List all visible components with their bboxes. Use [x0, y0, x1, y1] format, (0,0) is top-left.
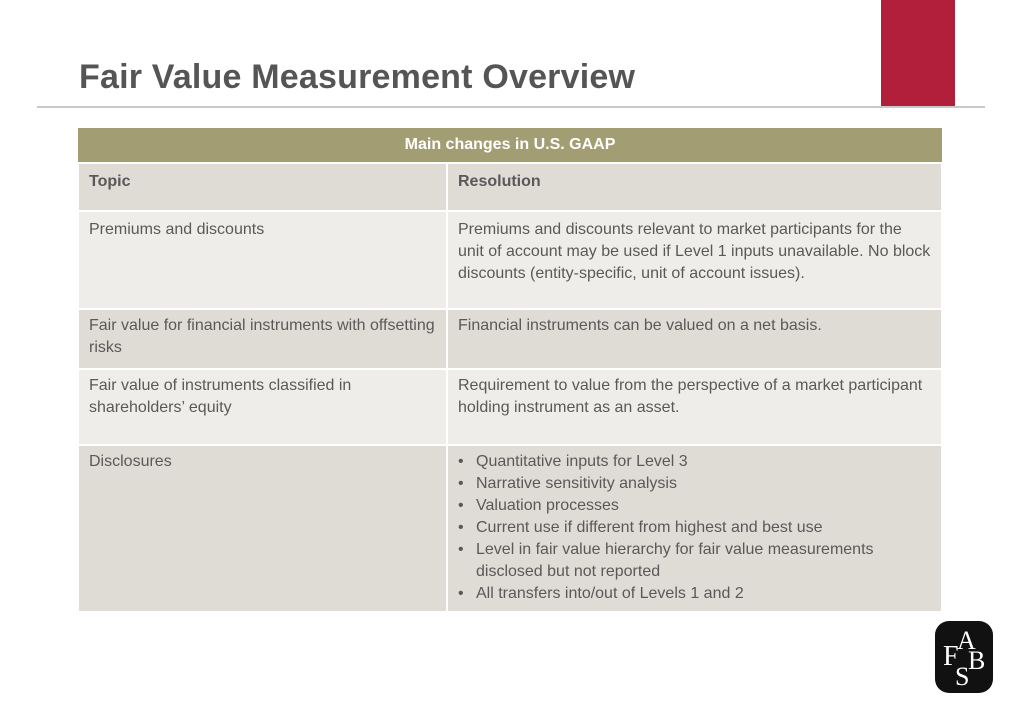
fasb-logo — [935, 621, 993, 693]
column-header-resolution: Resolution — [447, 163, 942, 211]
accent-bar — [881, 0, 955, 106]
table-row — [78, 369, 942, 445]
logo-letter-a: A — [957, 626, 976, 655]
resolution-cell — [447, 445, 942, 612]
resolution-cell: Premiums and discounts relevant to market participants for the unit of account may be used if Level 1 inputs unavailable. No block discounts (entity-specific, unit of account issues). — [447, 211, 942, 309]
gaap-changes-table — [77, 128, 943, 613]
list-item: • Quantitative inputs for Level 3 — [458, 451, 931, 473]
disclosure-list — [458, 451, 931, 605]
fasb-logo-mark — [935, 621, 993, 693]
table-row — [78, 211, 942, 309]
list-item: • Valuation processes — [458, 495, 931, 517]
logo-letter-b: B — [968, 646, 986, 675]
table-header-row — [78, 163, 942, 211]
topic-cell: Premiums and discounts — [78, 211, 447, 309]
topic-cell: Disclosures — [78, 445, 447, 612]
table-row — [78, 309, 942, 369]
page-title: Fair Value Measurement Overview — [79, 58, 636, 96]
title-divider — [37, 106, 985, 108]
table-caption: Main changes in U.S. GAAP — [78, 128, 942, 163]
resolution-cell: Financial instruments can be valued on a net basis. — [447, 309, 942, 369]
table-row — [78, 445, 942, 612]
column-header-topic: Topic — [78, 163, 447, 211]
list-item: • Current use if different from highest and best use — [458, 517, 931, 539]
list-item: • All transfers into/out of Levels 1 and 2 — [458, 583, 931, 605]
resolution-cell: Requirement to value from the perspective of a market participant holding instrument as an asset. — [447, 369, 942, 445]
logo-letter-f: F — [943, 641, 959, 672]
topic-cell: Fair value of instruments classified in shareholders’ equity — [78, 369, 447, 445]
topic-cell: Fair value for financial instruments with offsetting risks — [78, 309, 447, 369]
table-caption-row — [78, 128, 942, 163]
logo-letter-s: S — [955, 662, 970, 691]
list-item: • Narrative sensitivity analysis — [458, 473, 931, 495]
list-item: • Level in fair value hierarchy for fair value measurements disclosed but not reported — [458, 539, 931, 583]
